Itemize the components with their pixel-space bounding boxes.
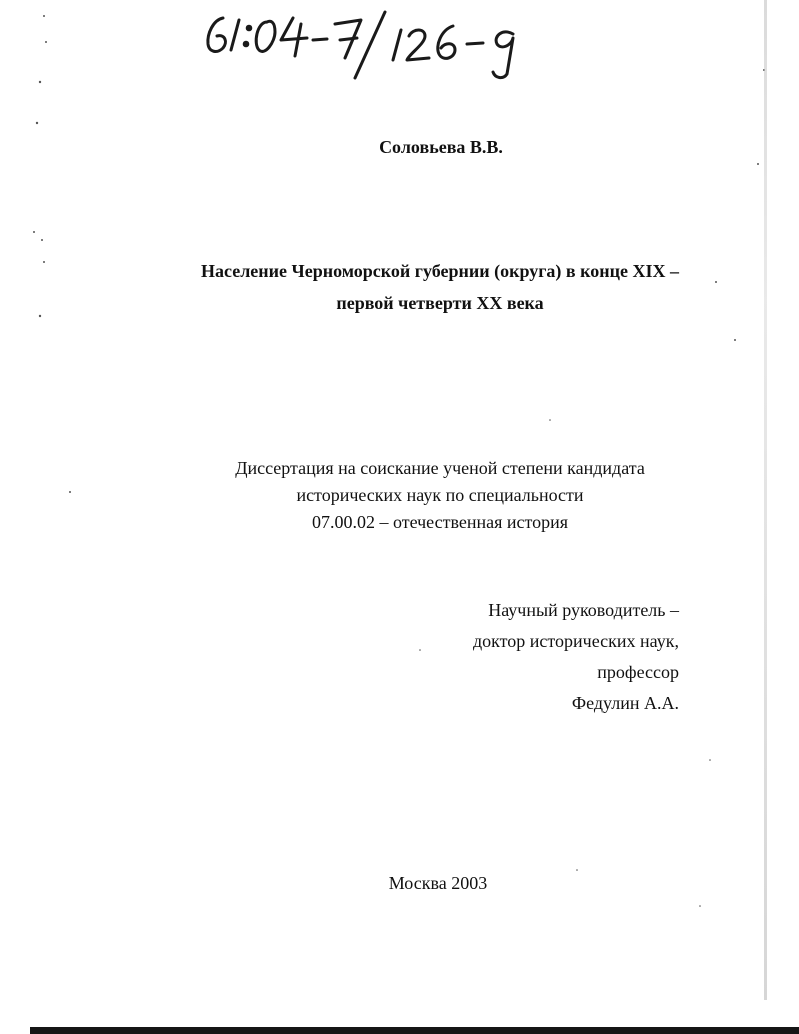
degree-line-3: 07.00.02 – отечественная история xyxy=(311,512,569,532)
supervisor-name: Федулин А.А. xyxy=(571,693,679,713)
supervisor-degree: доктор исторических наук, xyxy=(473,631,679,651)
title-line-2: первой четверти XX века xyxy=(336,293,544,313)
supervisor-role: Научный руководитель – xyxy=(488,600,679,620)
degree-line-1: Диссертация на соискание ученой степени кандидата xyxy=(235,458,645,478)
scan-edge-shadow xyxy=(764,0,767,1000)
city-and-year: Москва 2003 xyxy=(388,873,488,893)
supervisor-title: профессор xyxy=(597,662,679,682)
author-name: Соловьева В.В. xyxy=(379,137,503,157)
degree-line-2: исторических наук по специальности xyxy=(296,485,584,505)
scan-bottom-border xyxy=(30,1027,799,1034)
title-line-1: Население Черноморской губернии (округа) в конце XIX – xyxy=(201,261,679,281)
